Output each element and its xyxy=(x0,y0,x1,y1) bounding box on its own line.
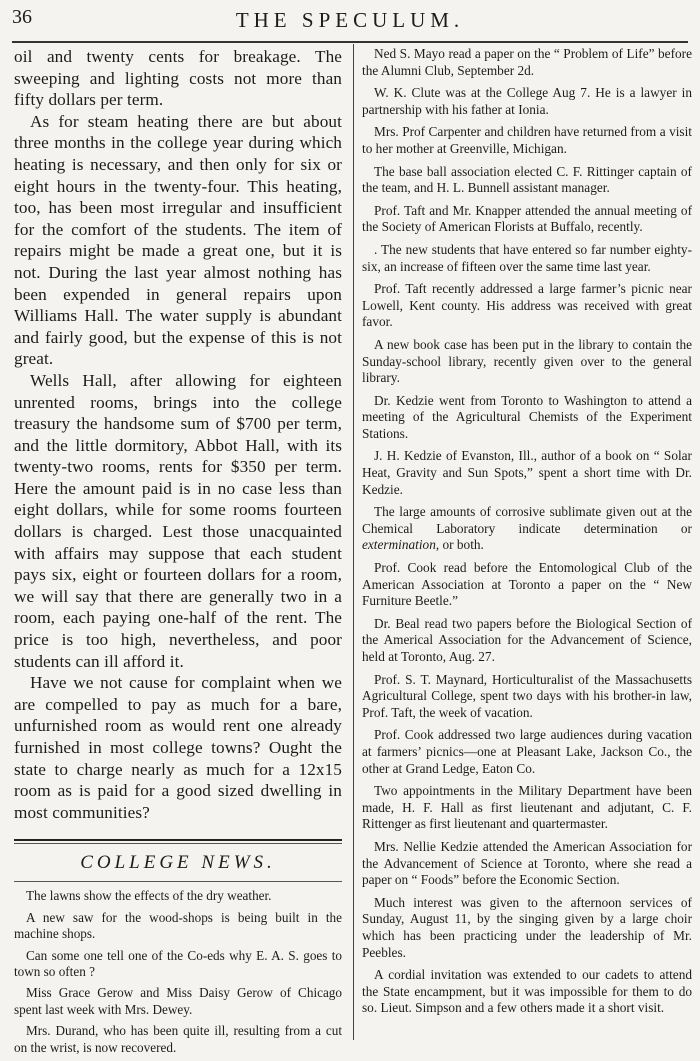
news-item: The lawns show the effects of the dry weather. xyxy=(26,888,272,904)
news-item-text: , or both. xyxy=(435,537,484,553)
news-item: The base ball association elected C. F. Rittinger captain of the team, and H. L. Bunnell assistant manager. xyxy=(362,163,692,196)
section-rule-thick xyxy=(14,839,342,841)
publication-title: THE SPECULUM. xyxy=(235,8,465,32)
header-rule xyxy=(12,41,688,43)
news-item: A new saw for the wood-shops is being built in the machine shops. xyxy=(14,909,342,942)
left-column xyxy=(14,46,342,1061)
news-item: Much interest was given to the afternoon services of Sunday, August 11, by the singing given by a large choir which has been practicing under the leadership of Mr. Peebles. xyxy=(362,894,692,960)
editorial-paragraph: As for steam heating there are but about three months in the college year during which heating is necessary, and then only for six or eight hours in the twenty-four. This heating, too, has been most irregular and insufficient for the comfort of the students. The item of repairs might be made a great one, but it is not. During the last year almost nothing has been expended in general repairs upon Williams Hall. The water supply is abundant and fairly good, but the expense of this is not great. xyxy=(14,111,342,369)
right-column xyxy=(362,46,692,1023)
news-item: Two appointments in the Military Department have been made, H. F. Hall as first lieutenant and adjutant, C. F. Rittenger as first lieutenant and quartermaster. xyxy=(362,783,692,832)
news-item: Mrs. Prof Carpenter and children have returned from a visit to her mother at Greenville, Michigan. xyxy=(362,124,692,156)
news-item-emphasis: extermination xyxy=(362,537,436,553)
news-item: Miss Grace Gerow and Miss Daisy Gerow of Chicago spent last week with Mrs. Dewey. xyxy=(14,985,342,1017)
page-number: 36 xyxy=(12,6,32,28)
news-item: Mrs. Nellie Kedzie attended the American Association for the Advancement of Science at Toronto, where she read a paper on “ Foods” before the Economic Section. xyxy=(362,838,692,888)
news-item-text: The large amounts of corrosive sublimate given out at the Chemical Laboratory indicate determination or xyxy=(362,504,692,536)
news-item: Dr. Kedzie went from Toronto to Washington to attend a meeting of the Agricultural Chemists of the Experiment Stations. xyxy=(362,392,692,441)
editorial-paragraph: oil and twenty cents for breakage. The sweeping and lighting costs not more than fifty dollars per term. xyxy=(14,47,342,110)
section-rule-bottom xyxy=(14,881,342,882)
news-item: Prof. S. T. Maynard, Horticulturalist of the Massachusetts Agricultural College, spent two days with his brother-in law, Prof. Taft, the week of vacation. xyxy=(362,671,692,720)
news-item: A new book case has been put in the library to contain the Sunday-school library, recently given over to the general library. xyxy=(362,336,692,386)
news-item: Prof. Taft and Mr. Knapper attended the annual meeting of the Society of American Florists at Buffalo, recently. xyxy=(362,202,692,235)
news-item: Prof. Cook addressed two large audiences during vacation at farmers’ picnics—one at Pleasant Lake, Jackson Co., the other at Grand Ledge, Eaton Co. xyxy=(362,727,692,776)
news-item: . The new students that have entered so far number eighty-six, an increase of fifteen over the same time last year. xyxy=(362,241,692,274)
news-item: J. H. Kedzie of Evanston, Ill., author of a book on “ Solar Heat, Gravity and Sun Spots,” spent a short time with Dr. Kedzie. xyxy=(362,448,692,497)
news-item-sublimate xyxy=(362,504,692,554)
news-item: Dr. Beal read two papers before the Biological Section of the Americal Association for the Advancement of Science, held at Toronto, Aug. 27. xyxy=(362,615,692,664)
editorial-paragraph: Wells Hall, after allowing for eighteen unrented rooms, brings into the college treasury the handsome sum of $700 per term, and the little dormitory, Abbot Hall, with its twenty-two rooms, rents for $350 per term. Here the amount paid is in no case less than eight dollars, while for some rooms fourteen dollars is charged. Lest those unacquainted with affairs may suppose that each student pays six, eight or fourteen dollars for a room, we will say that there are generally two in a room, each paying one-half of the rent. The price is too high, nevertheless, and poor students can ill afford it. xyxy=(14,370,342,671)
section-rule-thin xyxy=(14,843,342,844)
page-header xyxy=(12,4,688,40)
news-item: W. K. Clute was at the College Aug 7. He is a lawyer in partnership with his father at Ionia. xyxy=(362,85,692,117)
news-item: Can some one tell one of the Co-eds why E. A. S. goes to town so often ? xyxy=(14,947,342,979)
column-divider xyxy=(353,44,354,1040)
section-heading-college-news: COLLEGE NEWS. xyxy=(80,852,276,874)
news-item: Prof. Cook read before the Entomological Club of the American Association at Toronto a paper on the “ New Furniture Beetle.” xyxy=(362,560,692,609)
news-item: A cordial invitation was extended to our cadets to attend the State encampment, but it was impossible for them to do so. Lieut. Simpson and a few others made it a short visit. xyxy=(362,967,692,1016)
news-item: Prof. Taft recently addressed a large farmer’s picnic near Lowell, Kent county. His address was received with great favor. xyxy=(362,281,692,330)
editorial-paragraph: Have we not cause for complaint when we are compelled to pay as much for a bare, unfurnished room as would rent one already furnished in most college towns? Ought the state to charge nearly as much for a 12x15 room as is paid for a good sized dwelling in most communities? xyxy=(14,673,342,822)
news-item: Ned S. Mayo read a paper on the “ Problem of Life” before the Alumni Club, September 2d. xyxy=(362,46,692,78)
news-item: Mrs. Durand, who has been quite ill, resulting from a cut on the wrist, is now recovered. xyxy=(14,1023,342,1055)
